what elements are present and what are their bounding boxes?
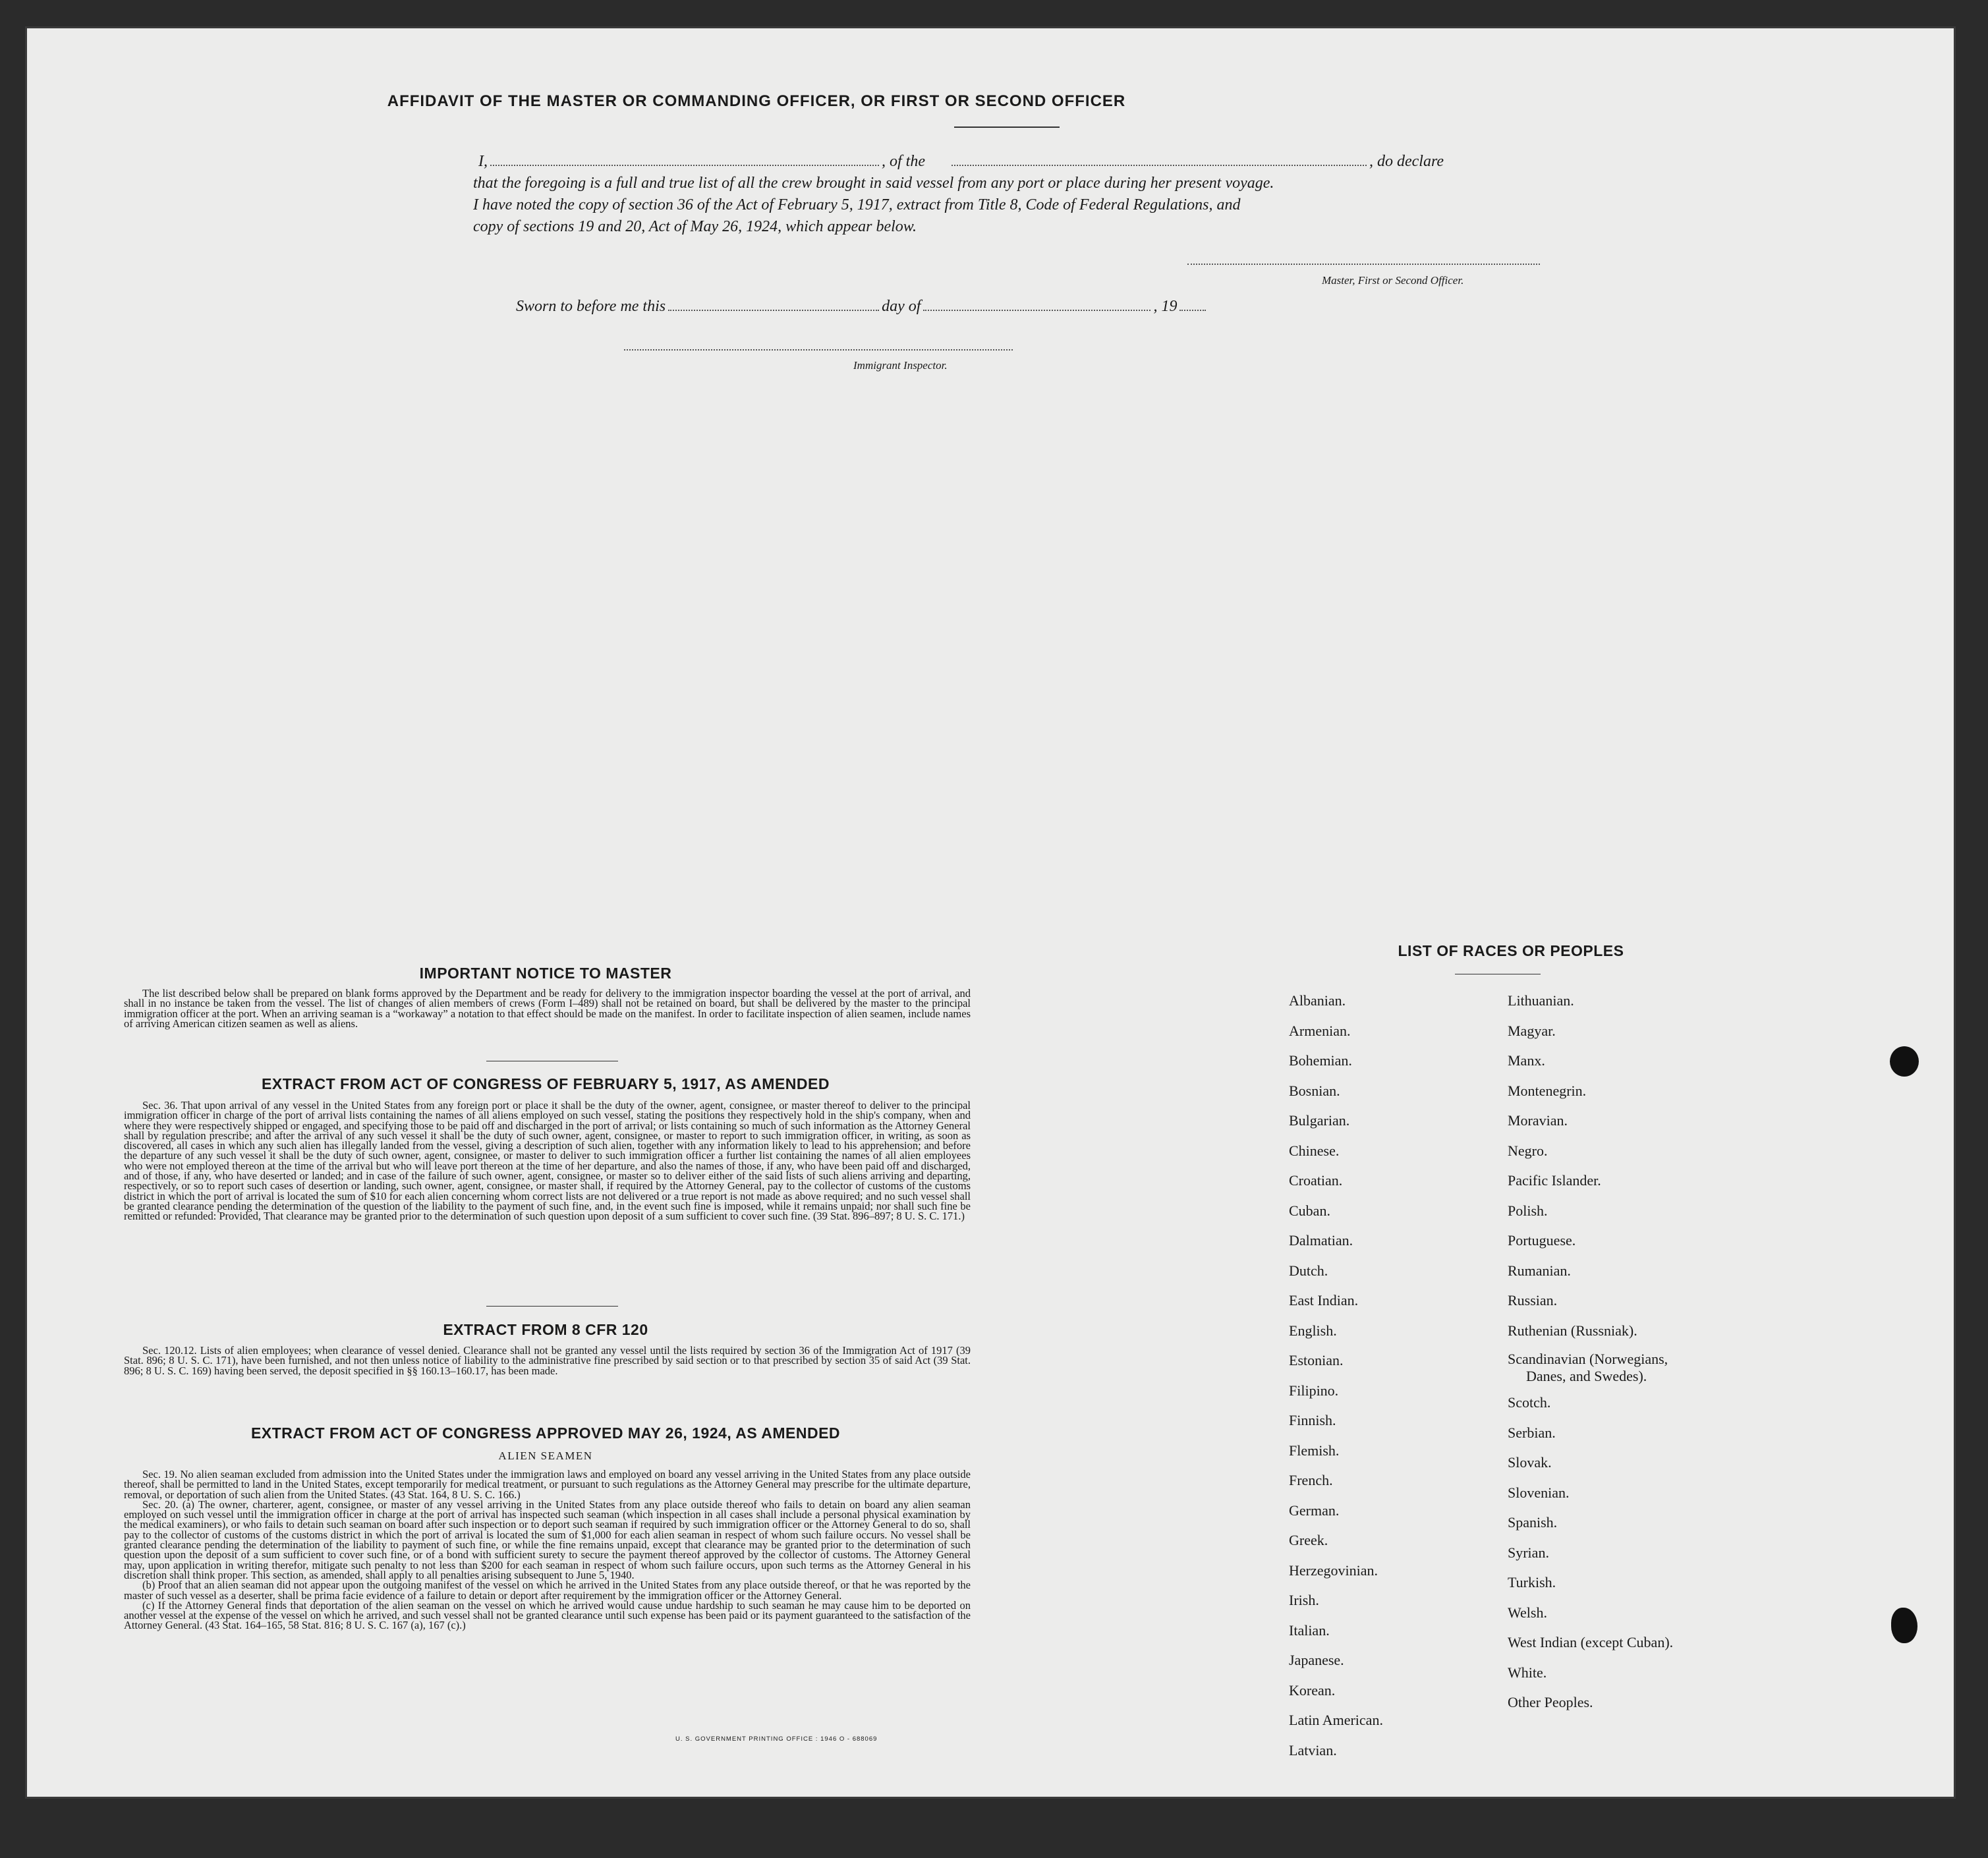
race-item: Latin American. (1289, 1712, 1383, 1728)
inspector-signature-line[interactable] (624, 349, 1013, 351)
race-item: Finnish. (1289, 1412, 1336, 1428)
extract-1924-title: EXTRACT FROM ACT OF CONGRESS APPROVED MAY 26, 1924, AS AMENDED (250, 1424, 841, 1442)
day-blank[interactable] (668, 310, 879, 311)
race-item: Latvian. (1289, 1741, 1337, 1759)
race-item: Pacific Islander. (1508, 1172, 1601, 1189)
printing-office-note: U. S. GOVERNMENT PRINTING OFFICE : 1946 O - 688069 (675, 1735, 878, 1743)
race-item: Filipino. (1289, 1382, 1339, 1399)
race-item: Estonian. (1289, 1352, 1344, 1368)
section-20b-paragraph: (b) Proof that an alien seaman did not appear upon the outgoing manifest of the vessel on which he arrived in the United States from any place outside thereof, or that he was reported by the master of such vessel as a deserter, shall be prima facie evidence of a failure to detain or deport after requirement by the immigration officer or the Attorney General. (124, 1579, 971, 1602)
extract-1917-title: EXTRACT FROM ACT OF CONGRESS OF FEBRUARY 5, 1917, AS AMENDED (262, 1075, 830, 1092)
race-item: Rumanian. (1508, 1262, 1571, 1279)
month-blank[interactable] (923, 310, 1150, 311)
race-item: Serbian. (1508, 1424, 1556, 1441)
name-blank[interactable] (490, 165, 879, 166)
year-blank[interactable] (1179, 310, 1206, 311)
races-right-column (1508, 986, 1673, 1718)
race-item: English. (1289, 1322, 1337, 1339)
race-item: Slovak. (1508, 1454, 1552, 1471)
race-item: Dutch. (1289, 1262, 1328, 1279)
race-item: Russian. (1508, 1292, 1558, 1309)
divider (954, 127, 1060, 128)
section-20c-paragraph: (c) If the Attorney General finds that deportation of the alien seaman on the vessel on which he arrived would cause undue hardship to such seaman he may cause him to be deported on another vessel at the expense of the vessel on which he arrived, and such vessel shall not be granted clearance until such expense has been paid or its payment guaranteed to the satisfaction of the Attorney General. (43 Stat. 164–165, 58 Stat. 816; 8 U. S. C. 167 (a), 167 (c).) (124, 1598, 971, 1632)
section-120-paragraph: Sec. 120.12. Lists of alien employees; when clearance of vessel denied. Clearance shall not be granted any vessel until the lists required by section 36 of the Immigration Act of 1917 (39 Stat. 896; 8 U. S. C. 171), have been furnished, and not then unless notice of liability to the administrative fine prescribed by said section or to that prescribed by section 35 of said Act (39 Stat. 896; 8 U. S. C. 169) having been served, the deposit specified in §§ 160.13–160.17, has been made. (124, 1344, 971, 1377)
race-item: Bohemian. (1289, 1052, 1352, 1069)
race-item: West Indian (except Cuban). (1508, 1634, 1674, 1650)
notice-title: IMPORTANT NOTICE TO MASTER (419, 965, 672, 982)
race-item: Lithuanian. (1508, 992, 1574, 1009)
affidavit-i: I, (478, 153, 488, 170)
race-item: Ruthenian (Russniak). (1508, 1322, 1637, 1339)
race-item: Armenian. (1289, 1022, 1351, 1039)
race-item: Italian. (1289, 1621, 1330, 1639)
notice-paragraph: The list described below shall be prepared on blank forms approved by the Department and be ready for delivery to the immigration inspector boarding the vessel at the port of arrival, and shall in no instance be taken from the vessel. The list of changes of alien members of crews (Form I–489) shall not be retained on board, but shall be delivered by the master to the principal immigration officer at the port. When an arriving seaman is a “workaway” a notation to that effect should be made on the manifest. In order to facilitate inspection of alien seamen, include names of arriving American citizen seamen as well as aliens. (124, 987, 971, 1030)
affidavit-declare: , do declare (1369, 153, 1444, 170)
inspector-label: Immigrant Inspector. (853, 359, 948, 372)
affidavit-title: AFFIDAVIT OF THE MASTER OR COMMANDING OFFICER, OR FIRST OR SECOND OFFICER (387, 92, 1126, 110)
race-item: White. (1508, 1664, 1547, 1681)
race-item: Moravian. (1508, 1112, 1568, 1129)
notice-body (124, 988, 971, 1049)
race-item: Scandinavian (Norwegians, (1508, 1351, 1668, 1367)
section-36-paragraph: Sec. 36. That upon arrival of any vessel in the United States from any foreign port or place it shall be the duty of the owner, agent, consignee, or master thereof to deliver to the principal immigration officer in charge of the port of arrival lists containing the names of all aliens employed on such vessel, stating the positions they respectively hold in the ship's company, when and where they were respectively shipped or engaged, and specifying those to be paid off and discharged in the port of arrival; or lists containing so much of such information as the Attorney General shall by regulation prescribe; and after the arrival of any such vessel it shall be the duty of such owner, agent, consignee, or master to report to such immigration officer, in writing, as soon as discovered, all cases in which any such alien has illegally landed from the vessel, giving a description of such alien, together with any information likely to lead to his apprehension; and before the departure of any such vessel it shall be the duty of such owner, agent, consignee, or master to deliver to such immigration officer a further list containing the names of all alien employees who were not employed thereon at the time of the arrival but who will leave port thereon at the time of her departure, and also the names of those, if any, who have been paid off and discharged, and of those, if any, who have deserted or landed; and in case of the failure of such owner, agent, consignee, or master so to deliver either of the said lists of such aliens arriving and departing, respectively, or so to report such cases of desertion or landing, such owner, agent, consignee, or master shall, if required by the Attorney General, pay to the collector of customs of the customs district in which the port of arrival is located the sum of $10 for each alien concerning whom correct lists are not delivered or a true report is not made as above required; and no such vessel shall be granted clearance pending the determination of the question of the liability to the payment of such fine, and, in the event such fine is imposed, while it remains unpaid; nor shall such fine be remitted or refunded: Provided, That clearance may be granted prior to the determination of such question upon deposit of a sum sufficient to cover such fine. (39 Stat. 896–897; 8 U. S. C. 171.) (124, 1099, 971, 1223)
race-item: Dalmatian. (1289, 1232, 1353, 1249)
race-item: Polish. (1508, 1202, 1548, 1219)
race-item: Bulgarian. (1289, 1112, 1350, 1129)
race-item: German. (1289, 1502, 1340, 1519)
race-item: Turkish. (1508, 1574, 1556, 1591)
race-item: Irish. (1289, 1592, 1319, 1608)
race-item: Croatian. (1289, 1172, 1343, 1189)
race-item-multiline (1508, 1345, 1673, 1388)
affidavit-of-the: , of the (882, 153, 925, 170)
race-item: Negro. (1508, 1142, 1548, 1159)
race-item: Slovenian. (1508, 1484, 1570, 1501)
races-left-column (1289, 986, 1383, 1765)
extract-cfr-title: EXTRACT FROM 8 CFR 120 (443, 1321, 648, 1338)
race-item: Greek. (1289, 1532, 1328, 1548)
race-item: Syrian. (1508, 1544, 1549, 1561)
race-item: Other Peoples. (1508, 1694, 1593, 1710)
race-item: East Indian. (1289, 1292, 1359, 1309)
race-item: Welsh. (1508, 1604, 1547, 1621)
race-item: French. (1289, 1472, 1333, 1488)
section-19-paragraph: Sec. 19. No alien seaman excluded from admission into the United States under the immigration laws and employed on board any vessel arriving in the United States from any place outside thereof, shall be permitted to land in the United States, except temporarily for medical treatment, or pursuant to such regulations as the Attorney General may prescribe for the ultimate departure, removal, or deportation of such alien from the United States. (43 Stat. 164, 8 U. S. C. 166.) (124, 1468, 971, 1501)
race-item: Herzegovinian. (1289, 1562, 1378, 1579)
affidavit-line-2: that the foregoing is a full and true list of all the crew brought in said vessel from any port or place during her present voyage. (473, 175, 1274, 192)
race-item: Montenegrin. (1508, 1082, 1587, 1099)
affidavit-line-3: I have noted the copy of section 36 of the Act of February 5, 1917, extract from Title 8, Code of Federal Regulations, and (473, 196, 1241, 213)
race-item: Albanian. (1289, 992, 1346, 1009)
section-20a-paragraph: Sec. 20. (a) The owner, charterer, agent, consignee, or master of any vessel arriving in the United States from any place outside thereof who fails to detain on board any alien seaman employed on such vessel until the immigration officer in charge at the port of arrival has inspected such seaman (which inspection in all cases shall include a personal physical examination by the medical examiners), or who fails to detain such seaman on board after such inspection or to deport such seaman if required by such immigration officer or the Attorney General to do so, shall pay to the collector of customs of the customs district in which the port of arrival is located the sum of $1,000 for each alien seaman in respect of whom such failure occurs. No vessel shall be granted clearance pending the determination of the liability to payment of such fine, or while the fine remains unpaid, except that clearance may be granted prior to the determination of such question upon the deposit of a sum sufficient to cover such fine, or of a bond with sufficient surety to secure the payment thereof approved by the collector of customs. The Attorney General may, upon application in writing therefor, mitigate such penalty to not less than $200 for each seaman in respect of whom such failure occurs, upon such terms as the Attorney General in his discretion shall think proper. This section, as amended, shall apply to all penalties arising subsequent to June 5, 1940. (124, 1498, 971, 1581)
race-item: Korean. (1289, 1681, 1336, 1699)
sworn-year: , 19 (1153, 298, 1178, 315)
race-item: Japanese. (1289, 1652, 1344, 1668)
race-item: Magyar. (1508, 1022, 1556, 1039)
sworn-text: Sworn to before me this (516, 298, 666, 315)
document-page (25, 26, 1956, 1799)
master-signature-label: Master, First or Second Officer. (1322, 274, 1464, 287)
race-item-continued: Danes, and Swedes). (1526, 1368, 1647, 1384)
extract-1917-body (124, 1100, 971, 1298)
extract-cfr-body (124, 1345, 971, 1386)
affidavit-line-4: copy of sections 19 and 20, Act of May 26, 1924, which appear below. (473, 218, 917, 235)
race-item: Cuban. (1289, 1202, 1330, 1219)
races-title: LIST OF RACES OR PEOPLES (1398, 942, 1624, 959)
affidavit-line-1 (478, 153, 1444, 171)
race-item: Portuguese. (1508, 1232, 1576, 1249)
race-item: Spanish. (1508, 1514, 1558, 1531)
divider (486, 1306, 618, 1307)
race-item: Scotch. (1508, 1394, 1551, 1411)
extract-1924-body (124, 1469, 971, 1746)
race-item: Bosnian. (1289, 1082, 1340, 1099)
alien-seamen-heading: ALIEN SEAMEN (498, 1450, 593, 1462)
sworn-line (516, 298, 1208, 316)
punch-hole-mark (1890, 1046, 1919, 1077)
race-item: Manx. (1508, 1052, 1545, 1069)
race-item: Chinese. (1289, 1142, 1340, 1159)
punch-hole-mark (1891, 1608, 1917, 1643)
master-signature-line[interactable] (1187, 264, 1540, 265)
vessel-blank[interactable] (951, 165, 1367, 166)
sworn-day-of: day of (882, 298, 921, 315)
race-item: Flemish. (1289, 1442, 1340, 1459)
